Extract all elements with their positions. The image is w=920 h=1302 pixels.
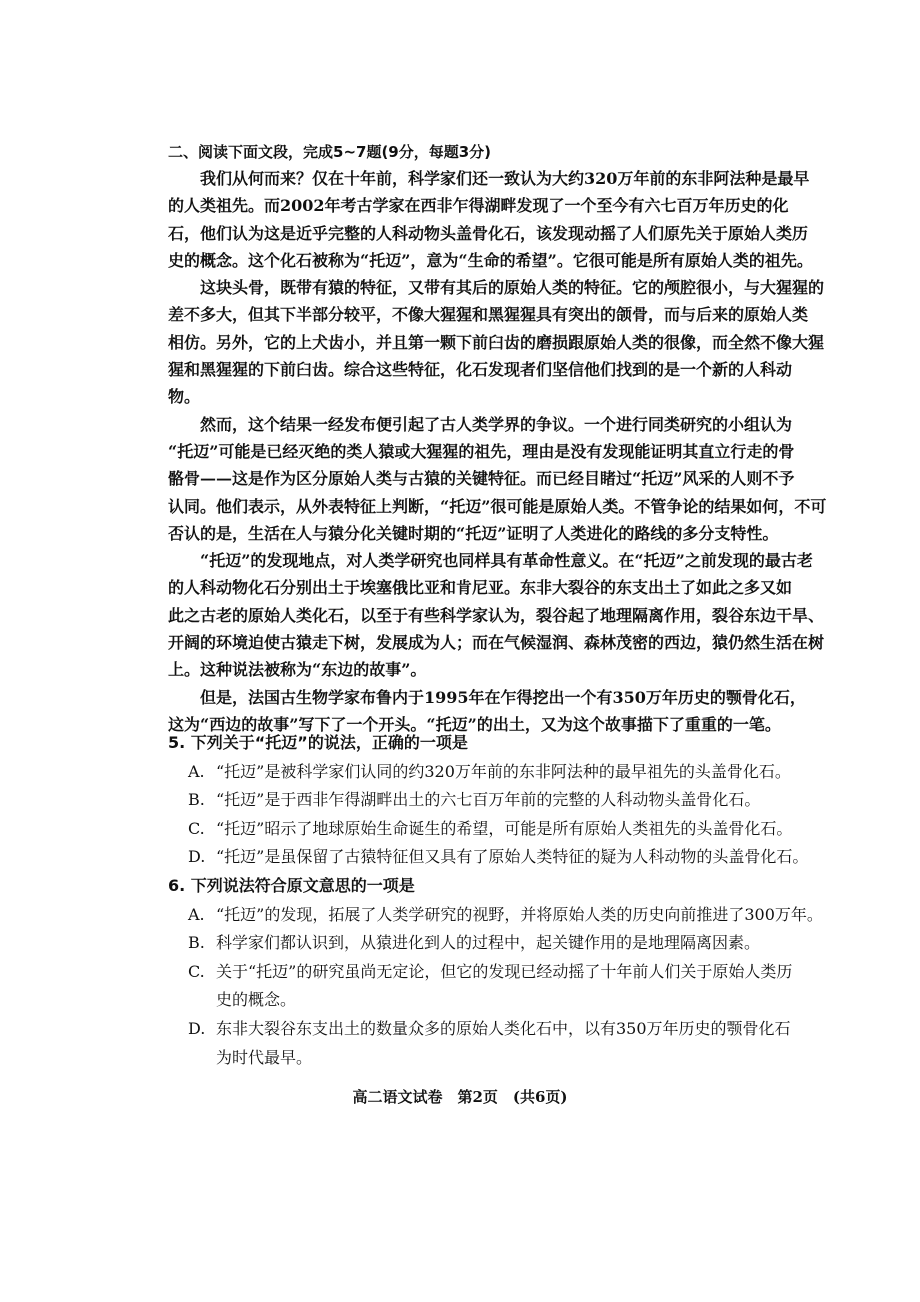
text-line: 这为“西边的故事”写下了一个开头。“托迈”的出土，又为这个故事描下了重重的一笔。 bbox=[168, 714, 781, 734]
text-line: 骼骨——这是作为区分原始人类与古猿的关键特征。而已经目睹过“托迈”风采的人则不予 bbox=[168, 469, 795, 489]
question-stem: 5. 下列关于“托迈”的说法，正确的一项是 bbox=[168, 733, 468, 752]
answer-option bbox=[168, 815, 793, 844]
option-letter: B. bbox=[188, 790, 205, 810]
text-line: 上。这种说法被称为“东边的故事”。 bbox=[168, 660, 427, 680]
option-text: “托迈”的发现，拓展了人类学研究的视野，并将原始人类的历史向前推进了300万年。 bbox=[216, 904, 823, 924]
answer-option bbox=[168, 929, 776, 958]
option-text: “托迈”是虽保留了古猿特征但又具有了原始人类特征的疑为人科动物的头盖骨化石。 bbox=[216, 847, 809, 867]
paragraph bbox=[168, 165, 813, 274]
option-letter: C. bbox=[188, 818, 205, 838]
text-line: 开阔的环境迫使古猿走下树，发展成为人；而在气候湿润、森林茂密的西边，猿仍然生活在树 bbox=[168, 633, 825, 653]
answer-option bbox=[168, 786, 776, 815]
text-line: 认同。他们表示，从外表特征上判断，“托迈”很可能是原始人类。不管争论的结果如何，不可 bbox=[168, 496, 827, 516]
text-line: 相仿。另外，它的上犬齿小，并且第一颗下前臼齿的磨损跟原始人类的很像，而全然不像大猩 bbox=[168, 332, 825, 352]
answer-option bbox=[168, 901, 823, 930]
option-text: “托迈”昭示了地球原始生命诞生的希望，可能是所有原始人类祖先的头盖骨化石。 bbox=[216, 818, 793, 838]
text-line: 物。 bbox=[168, 387, 201, 407]
option-letter: B. bbox=[188, 933, 205, 953]
question-stem: 6. 下列说法符合原文意思的一项是 bbox=[168, 875, 415, 895]
page-footer: 高二语文试卷 第2页 (共6页) bbox=[352, 1088, 568, 1106]
paragraph bbox=[168, 411, 827, 547]
answer-option bbox=[168, 958, 793, 987]
option-letter: D. bbox=[188, 847, 206, 867]
text-line: 猩和黑猩猩的下前臼齿。综合这些特征，化石发现者们坚信他们找到的是一个新的人科动 bbox=[168, 360, 793, 380]
text-line: 的人科动物化石分别出土于埃塞俄比亚和肯尼亚。东非大裂谷的东支出土了如此之多又如 bbox=[168, 578, 793, 598]
text-line: “托迈”可能是已经灭绝的类人猿或大猩猩的祖先，理由是没有发现能证明其直立行走的骨 bbox=[168, 441, 795, 461]
text-line: 我们从何而来？仅在十年前，科学家们还一致认为大约320万年前的东非阿法种是最早 bbox=[200, 169, 810, 188]
option-text: 东非大裂谷东支出土的数量众多的原始人类化石中，以有350万年历史的颚骨化石 bbox=[216, 1018, 791, 1038]
passage-section bbox=[168, 139, 827, 738]
paragraph bbox=[168, 547, 825, 683]
text-line: 否认的是，生活在人与猿分化关键时期的“托迈”证明了人类进化的路线的多分支特性。 bbox=[168, 523, 779, 543]
questions bbox=[168, 729, 823, 1072]
text-line: 石，他们认为这是近乎完整的人科动物头盖骨化石，该发现动摇了人们原先关于原始人类历 bbox=[168, 223, 809, 243]
answer-option bbox=[168, 843, 809, 872]
text-line: 这块头骨，既带有猿的特征，又带有其后的原始人类的特征。它的颅腔很小，与大猩猩的 bbox=[200, 278, 825, 298]
option-letter: C. bbox=[188, 961, 205, 981]
text-line: 此之古老的原始人类化石，以至于有些科学家认为，裂谷起了地理隔离作用，裂谷东边干旱、 bbox=[168, 605, 825, 625]
option-letter: A. bbox=[188, 904, 205, 924]
option-letter: D. bbox=[188, 1018, 206, 1038]
section-heading: 二、阅读下面文段，完成5~7题(9分，每题3分) bbox=[168, 143, 492, 161]
answer-option bbox=[168, 758, 791, 787]
text-line: 差不多大，但其下半部分较平，不像大猩猩和黑猩猩具有突出的颌骨，而与后来的原始人类 bbox=[168, 305, 809, 325]
paragraph bbox=[168, 274, 825, 410]
passage bbox=[168, 165, 827, 738]
text-line: 史的概念。这个化石被称为“托迈”，意为“生命的希望”。它很可能是所有原始人类的祖先。 bbox=[168, 250, 813, 270]
text-line: 然而，这个结果一经发布便引起了古人类学界的争议。一个进行同类研究的小组认为 bbox=[200, 414, 793, 434]
option-text-continued: 为时代最早。 bbox=[216, 1047, 313, 1067]
option-text: 科学家们都认识到，从猿进化到人的过程中，起关键作用的是地理隔离因素。 bbox=[216, 933, 761, 953]
text-line: 但是，法国古生物学家布鲁内于1995年在乍得挖出一个有350万年历史的颚骨化石， bbox=[200, 687, 806, 707]
option-text: 关于“托迈”的研究虽尚无定论，但它的发现已经动摇了十年前人们关于原始人类历 bbox=[216, 961, 793, 981]
option-letter: A. bbox=[188, 761, 205, 781]
text-line: 的人类祖先。而2002年考古学家在西非乍得湖畔发现了一个至今有六七百万年历史的化 bbox=[168, 196, 789, 216]
option-text-continued: 史的概念。 bbox=[216, 990, 297, 1010]
option-text: “托迈”是被科学家们认同的约320万年前的东非阿法种的最早祖先的头盖骨化石。 bbox=[216, 761, 791, 781]
text-line: “托迈”的发现地点，对人类学研究也同样具有革命性意义。在“托迈”之前发现的最古老 bbox=[200, 551, 813, 571]
answer-option bbox=[168, 1015, 791, 1044]
option-text: “托迈”是于西非乍得湖畔出土的六七百万年前的完整的人科动物头盖骨化石。 bbox=[216, 790, 761, 810]
